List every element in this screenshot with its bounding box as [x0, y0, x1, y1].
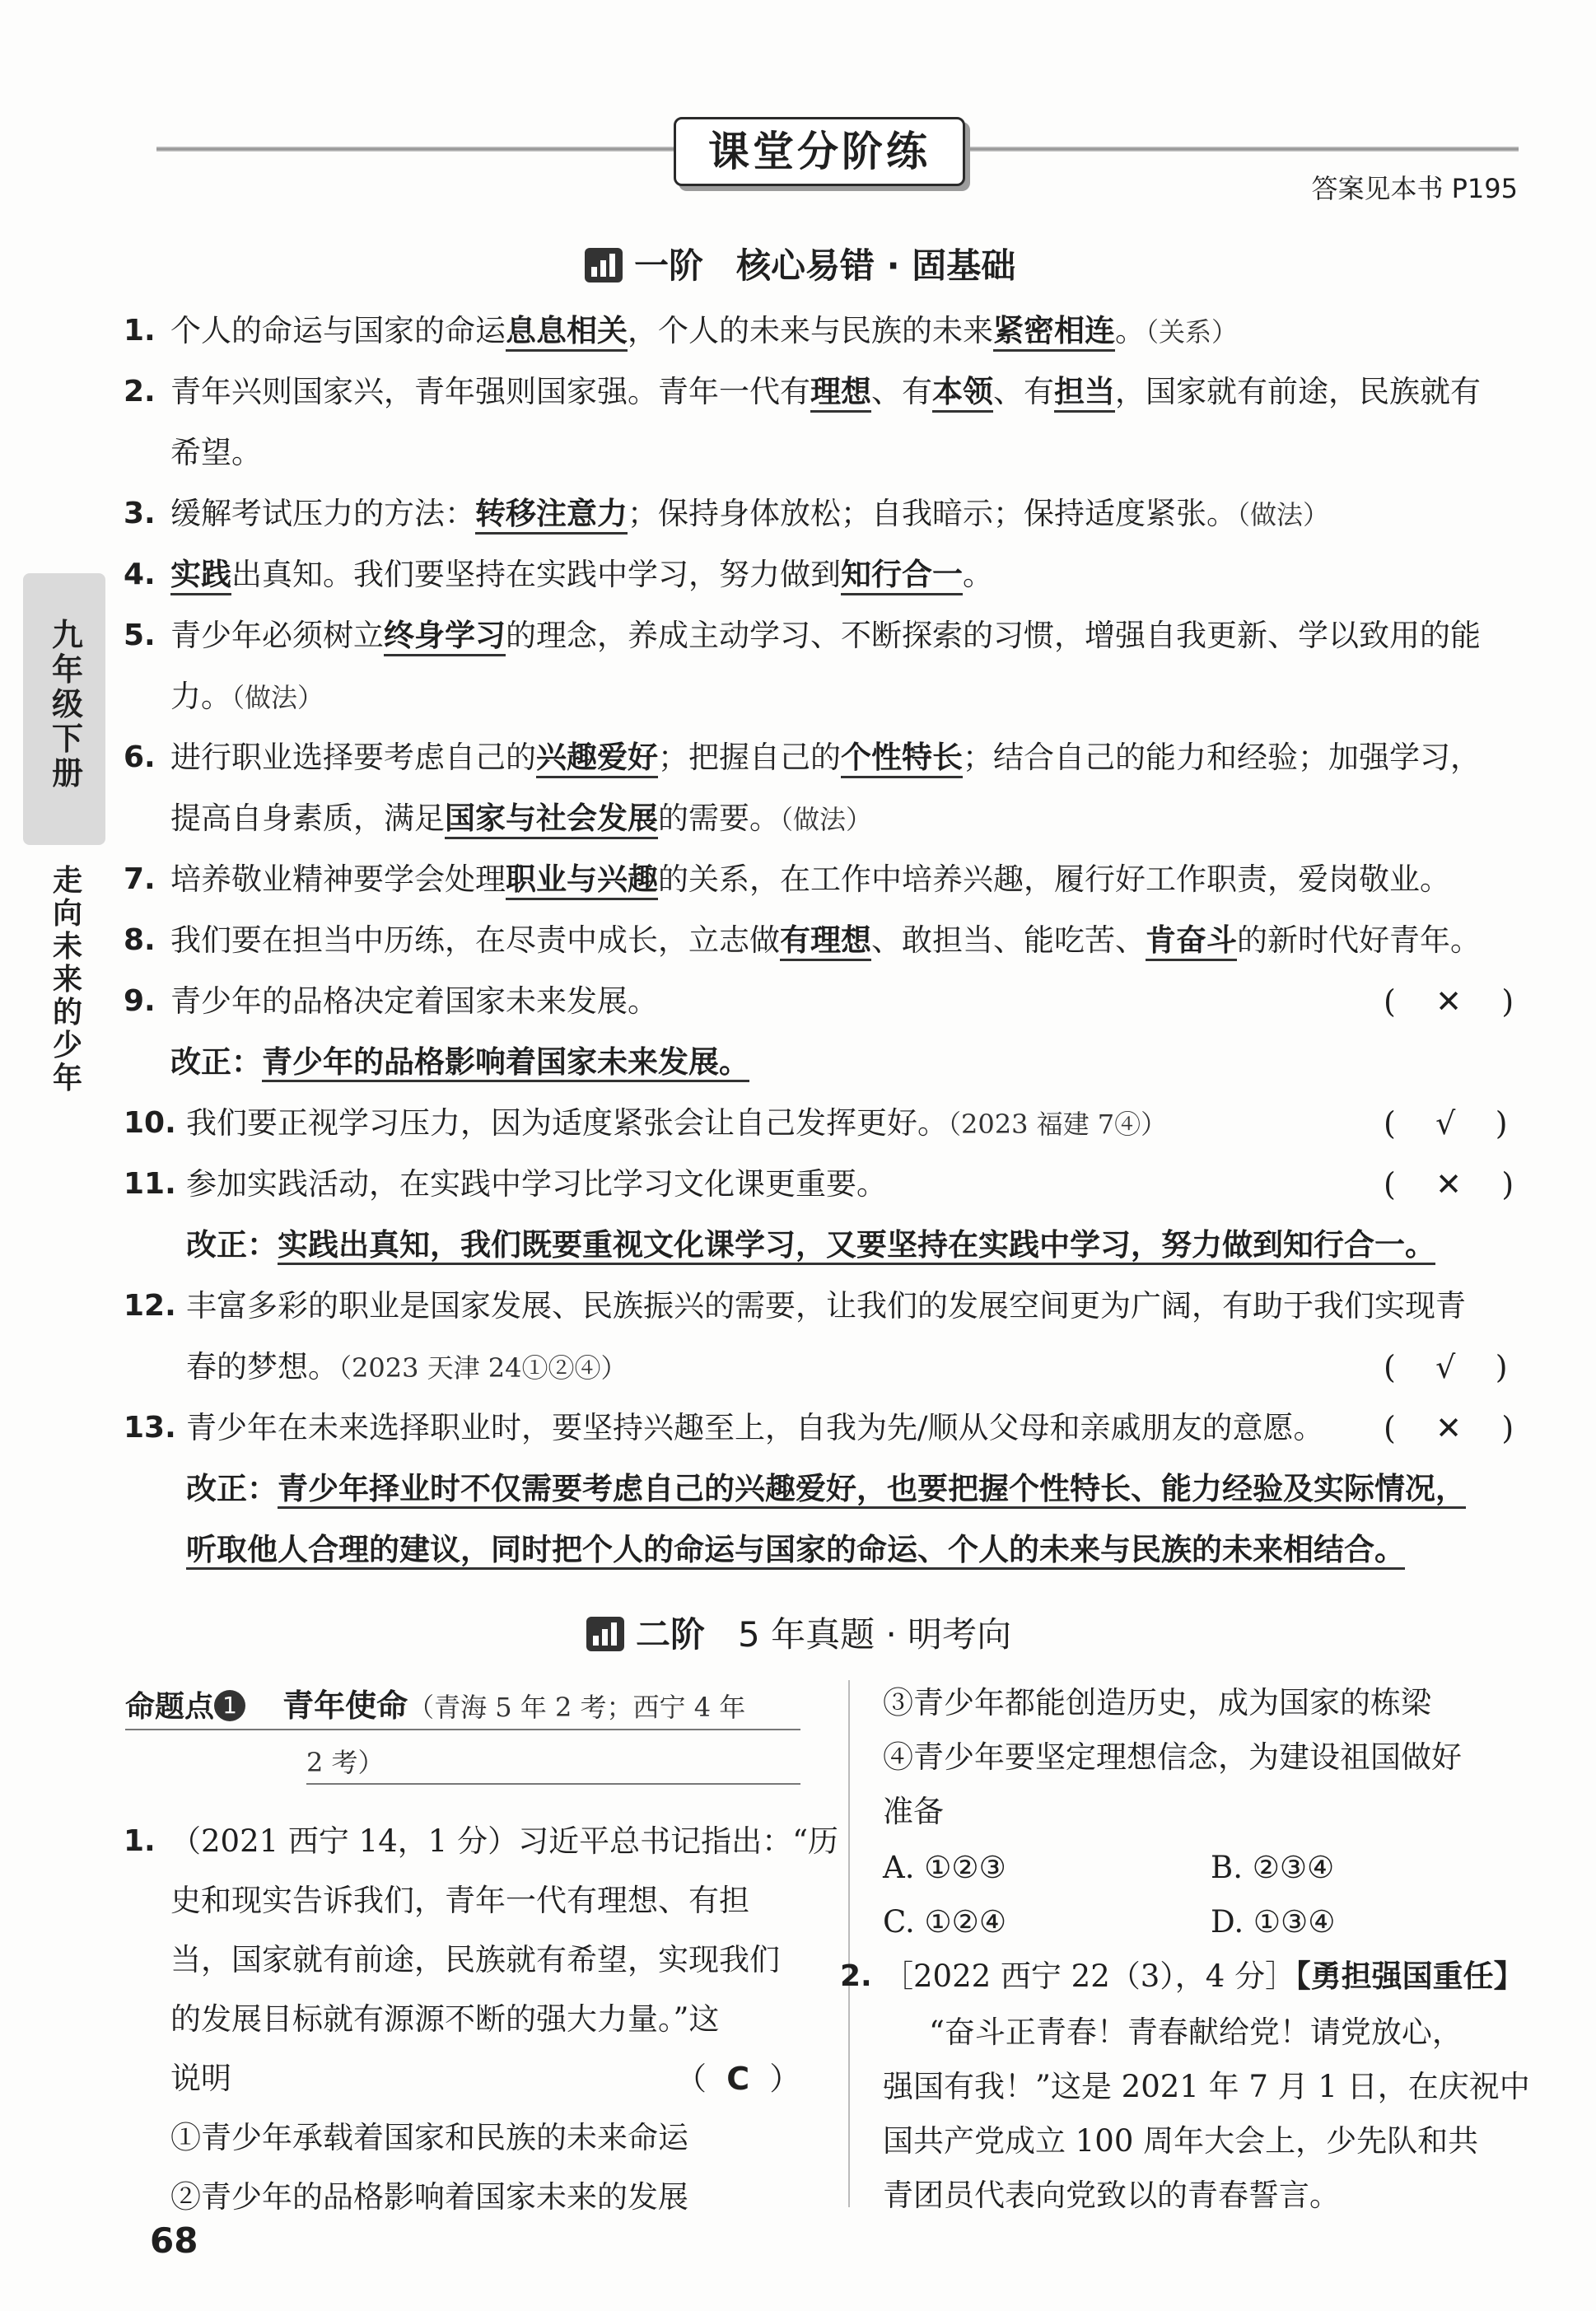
item-text: 青少年必须树立 — [170, 618, 384, 653]
keyword: 兴趣爱好 — [536, 740, 658, 778]
item-number: 3. — [124, 497, 156, 530]
item-line — [170, 311, 1238, 352]
statement-text: 春的梦想。 — [186, 1349, 338, 1384]
side-tab-grade: 九年级下册 — [51, 617, 83, 791]
header-rule-left — [156, 147, 674, 152]
item-text: 出真知。我们要坚持在实践中学习，努力做到 — [231, 557, 841, 592]
keyword: 担当 — [1054, 374, 1115, 413]
item-text: 我们要在担当中历练，在尽责中成长，立志做 — [170, 922, 780, 958]
answer-mark: ( √ ) — [1384, 1349, 1508, 1385]
choice-option: D. ①③④ — [1211, 1904, 1336, 1940]
judgment-number: 11. — [124, 1167, 176, 1201]
keyword: 有理想 — [780, 922, 871, 961]
item-text: ，个人的未来与民族的未来 — [628, 313, 993, 348]
correction-line — [186, 1469, 1466, 1509]
answer-symbol: ✕ — [1435, 1410, 1462, 1446]
question-stem-line: 史和现实告诉我们，青年一代有理想、有担 — [170, 1883, 749, 1918]
keyword: 肯奋斗 — [1146, 922, 1237, 961]
column-divider — [848, 1680, 850, 2207]
question-stem-line: 当，国家就有前途，民族就有希望，实现我们 — [170, 1942, 780, 1977]
item-number: 5. — [124, 619, 156, 652]
correction-line — [170, 1043, 749, 1082]
item-line — [170, 860, 1450, 899]
item-text: ；把握自己的 — [658, 740, 841, 775]
item-note: （做法） — [1237, 499, 1330, 530]
correction-text: 青少年择业时不仅需要考虑自己的兴趣爱好，也要把握个性特长、能力经验及实际情况， — [278, 1471, 1466, 1509]
item-text: 青年兴则国家兴，青年强则国家强。青年一代有 — [170, 374, 810, 409]
judgment-statement — [186, 1408, 1323, 1448]
correction-text: 青少年的品格影响着国家未来发展。 — [262, 1044, 749, 1082]
passage-line: “奋斗正青春！青春献给党！请党放心， — [929, 2015, 1463, 2050]
correction-label: 改正： — [186, 1227, 278, 1263]
question-stem-line: 说明 — [170, 2061, 231, 2096]
section2-level: 二阶 — [636, 1614, 706, 1655]
judgment-statement — [186, 1104, 1167, 1144]
answer-open: （ — [675, 2061, 707, 2097]
keyword: 个性特长 — [841, 740, 963, 778]
item-text: 、敢担当、能吃苦、 — [871, 922, 1146, 958]
item-text: 希望。 — [170, 435, 262, 470]
item-note: （关系） — [1146, 316, 1239, 348]
item-line — [170, 433, 262, 473]
answer-symbol: ✕ — [1435, 983, 1462, 1020]
option-statement: 准备 — [883, 1794, 944, 1829]
keyword: 实践 — [170, 557, 231, 595]
statement-text: 我们要正视学习压力，因为适度紧张会让自己发挥更好。 — [186, 1105, 948, 1141]
answer-reference: 答案见本书 P195 — [1311, 173, 1518, 204]
answer-symbol: √ — [1435, 1349, 1456, 1385]
item-text: 。 — [963, 557, 993, 592]
bar-chart-icon — [585, 248, 623, 282]
topic-heading — [125, 1680, 799, 1785]
item-line — [170, 555, 993, 595]
item-text: 、有 — [871, 374, 932, 409]
question-source: ［2022 西宁 22（3），4 分］ — [883, 1959, 1296, 1994]
correction-line — [186, 1530, 1405, 1570]
judgment-statement — [170, 982, 658, 1021]
item-number: 4. — [124, 558, 156, 591]
item-text: 、有 — [993, 374, 1054, 409]
item-text: 提高自身素质，满足 — [170, 801, 445, 836]
item-line — [170, 677, 324, 717]
statement-text: 参加实践活动，在实践中学习比学习文化课更重要。 — [186, 1166, 887, 1202]
statement-text: 青少年的品格决定着国家未来发展。 — [170, 983, 658, 1019]
item-line — [170, 799, 872, 839]
question-stem-line: 的发展目标就有源源不断的强大力量。”这 — [170, 2001, 720, 2037]
keyword: 本领 — [932, 374, 993, 413]
header-rule-right — [965, 147, 1519, 152]
item-text: 。 — [1115, 313, 1146, 348]
correction-line — [186, 1226, 1435, 1265]
question-heading — [883, 1957, 1524, 1996]
item-note: （做法） — [780, 804, 873, 835]
choice-option: C. ①②④ — [883, 1904, 1007, 1940]
section1-level: 一阶 — [634, 245, 704, 286]
item-text: ；结合自己的能力和经验；加强学习， — [963, 740, 1481, 775]
side-tab-unit: 走向未来的少年 — [52, 864, 82, 1095]
keyword: 紧密相连 — [993, 313, 1115, 352]
section1-heading — [585, 239, 1015, 288]
topic-label: 命题点 — [125, 1690, 215, 1724]
option-statement: ①青少年承载着国家和民族的未来命运 — [170, 2120, 688, 2155]
answer-mark: ( ✕ ) — [1384, 1410, 1514, 1446]
answer-symbol: ✕ — [1435, 1166, 1462, 1202]
section2-title: 5 年真题 · 明考向 — [738, 1614, 1012, 1655]
question-tag: 【勇担强国重任】 — [1295, 1959, 1524, 1994]
item-number: 1. — [124, 314, 156, 348]
answer-choice: C — [726, 2061, 750, 2097]
topic-index-badge: 1 — [214, 1690, 245, 1721]
statement-text: 青少年在未来选择职业时，要坚持兴趣至上，自我为先/顺从父母和亲戚朋友的意愿。 — [186, 1410, 1324, 1445]
item-number: 2. — [124, 375, 156, 409]
answer-mark: ( √ ) — [1384, 1105, 1508, 1141]
judgment-statement — [186, 1165, 887, 1204]
choice-option: A. ①②③ — [883, 1850, 1006, 1885]
item-text: ；保持身体放松；自我暗示；保持适度紧张。 — [628, 496, 1237, 531]
judgment-statement-cont — [186, 1347, 628, 1388]
item-line — [170, 921, 1481, 960]
judgment-number: 12. — [124, 1289, 176, 1323]
source-note: （2023 天津 24①②④） — [338, 1352, 628, 1384]
keyword: 职业与兴趣 — [506, 861, 658, 900]
item-number: 8. — [124, 923, 156, 957]
option-statement: ④青少年要坚定理想信念，为建设祖国做好 — [883, 1739, 1462, 1775]
item-line — [170, 738, 1481, 777]
answer-symbol: √ — [1435, 1105, 1456, 1141]
correction-label: 改正： — [186, 1471, 278, 1506]
item-text: 的需要。 — [658, 801, 780, 836]
correction-label: 改正： — [170, 1044, 262, 1080]
item-number: 7. — [124, 862, 156, 896]
answer-close: ） — [769, 2061, 801, 2097]
keyword: 理想 — [810, 374, 871, 413]
item-text: 力。 — [170, 679, 231, 714]
keyword: 转移注意力 — [475, 496, 628, 535]
item-text: 进行职业选择要考虑自己的 — [170, 740, 536, 775]
section1-title: 核心易错 · 固基础 — [736, 245, 1016, 286]
question-number: 2. — [840, 1959, 872, 1993]
topic-note-2: 2 考） — [306, 1747, 385, 1778]
correction-text: 实践出真知，我们既要重视文化课学习，又要坚持在实践中学习，努力做到知行合一。 — [278, 1227, 1435, 1265]
passage-line: 青团员代表向党致以的青春誓言。 — [883, 2178, 1340, 2213]
section2-heading — [586, 1608, 1011, 1657]
item-text: 缓解考试压力的方法： — [170, 496, 475, 531]
option-statement: ③青少年都能创造历史，成为国家的栋梁 — [883, 1685, 1431, 1720]
item-text: 的关系，在工作中培养兴趣，履行好工作职责，爱岗敬业。 — [658, 861, 1450, 897]
bar-chart-icon — [586, 1617, 624, 1651]
passage-line: 强国有我！”这是 2021 年 7 月 1 日，在庆祝中 — [883, 2069, 1530, 2104]
item-line — [170, 372, 1481, 412]
topic-note-1: （青海 5 年 2 考；西宁 4 年 — [408, 1692, 746, 1723]
judgment-number: 10. — [124, 1106, 176, 1140]
item-line — [170, 616, 1481, 656]
keyword: 终身学习 — [384, 618, 506, 656]
item-text: ，国家就有前途，民族就有 — [1115, 374, 1481, 409]
item-text: 的理念，养成主动学习、不断探索的习惯，增强自我更新、学以致用的能 — [506, 618, 1481, 653]
banner-title: 课堂分阶练 — [674, 117, 965, 186]
question-stem-line: （2021 西宁 14，1 分）习近平总书记指出：“历 — [170, 1823, 838, 1859]
keyword: 息息相关 — [506, 313, 628, 352]
judgment-number: 13. — [124, 1411, 176, 1445]
answer-mark: ( ✕ ) — [1384, 983, 1514, 1020]
keyword: 知行合一 — [841, 557, 963, 595]
answer-mark: ( ✕ ) — [1384, 1166, 1514, 1202]
item-line — [170, 494, 1329, 535]
judgment-statement — [186, 1286, 1466, 1326]
option-statement: ②青少年的品格影响着国家未来的发展 — [170, 2179, 688, 2215]
page-number: 68 — [150, 2220, 198, 2261]
passage-line: 国共产党成立 100 周年大会上，少先队和共 — [883, 2123, 1479, 2159]
question-number: 1. — [124, 1824, 156, 1858]
answer-bracket — [675, 2059, 800, 2099]
keyword: 国家与社会发展 — [445, 801, 658, 839]
item-note: （做法） — [231, 682, 324, 713]
item-text: 的新时代好青年。 — [1237, 922, 1481, 958]
topic-name: 青年使命 — [282, 1688, 408, 1724]
item-text: 培养敬业精神要学会处理 — [170, 861, 506, 897]
item-text: 个人的命运与国家的命运 — [170, 313, 506, 348]
judgment-number: 9. — [124, 984, 156, 1018]
choice-option: B. ②③④ — [1211, 1850, 1335, 1885]
source-note: （2023 福建 7④） — [948, 1109, 1168, 1140]
statement-text: 丰富多彩的职业是国家发展、民族振兴的需要，让我们的发展空间更为广阔，有助于我们实现青 — [186, 1288, 1466, 1324]
item-number: 6. — [124, 740, 156, 774]
correction-text: 听取他人合理的建议，同时把个人的命运与国家的命运、个人的未来与民族的未来相结合。 — [186, 1532, 1405, 1570]
